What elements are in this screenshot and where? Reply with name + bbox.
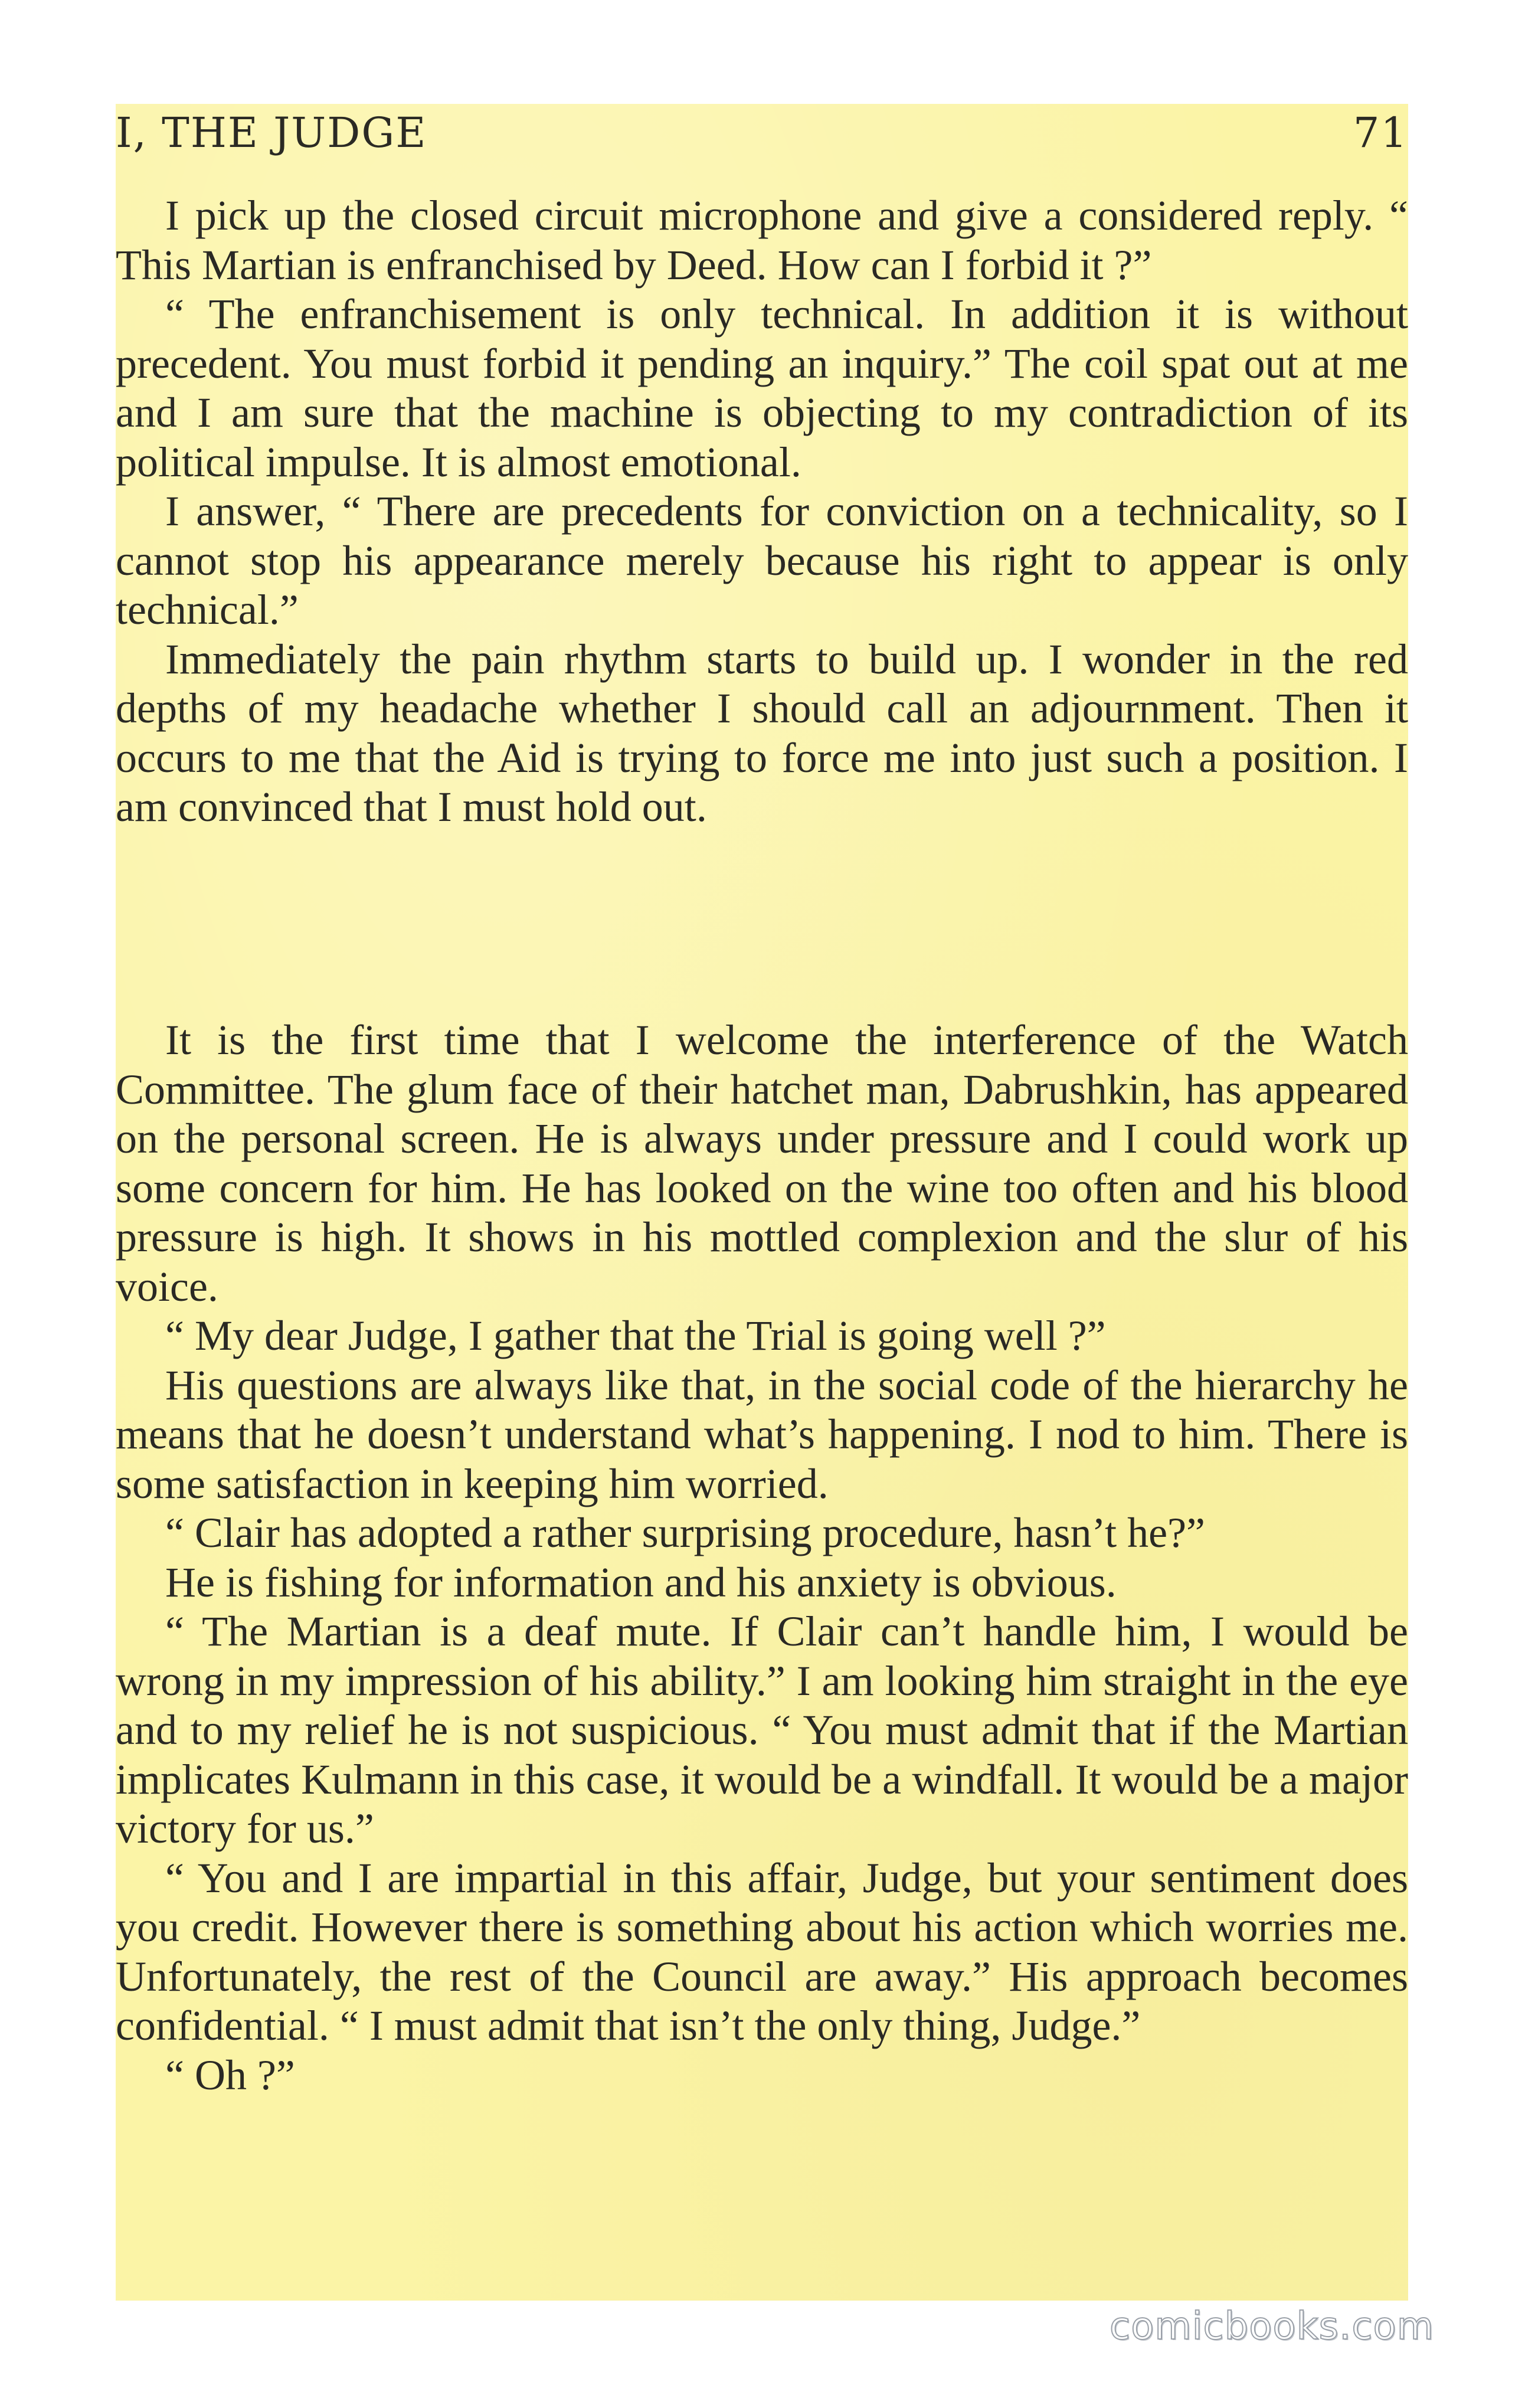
paragraph: “ My dear Judge, I gather that the Trial is going well ?”: [165, 1312, 1106, 1359]
paragraph: “ You and I are impartial in this affair, Judge, but your sentiment does you credit. However there is something about his action which worries me. Unfortunately, the rest of the Council are away.” His approach becomes confidential. “ I must admit that isn’t the only thing, Judge.”: [116, 1854, 1408, 2049]
paragraph: “ The Martian is a deaf mute. If Clair can’t handle him, I would be wrong in my impression of his ability.” I am looking him straight in the eye and to my relief he is not suspicious. “ You must admit that if the Martian implicates Kulmann in this case, it would be a windfall. It would be a major victory for us.”: [116, 1608, 1408, 1852]
page-header: [116, 109, 1408, 162]
text-section-two: [116, 1016, 1408, 2100]
site-watermark: comicbooks.com: [1110, 2305, 1435, 2348]
page-number: 71: [1353, 109, 1408, 157]
paragraph: “ The enfranchisement is only technical. In addition it is without precedent. You must forbid it pending an inquiry.” The coil spat out at me and I am sure that the machine is objecting to my contradiction of its political impulse. It is almost emotional.: [116, 290, 1408, 486]
paragraph: His questions are always like that, in the social code of the hierarchy he means that he doesn’t understand what’s happening. I nod to him. There is some satisfaction in keeping him worried.: [116, 1361, 1408, 1507]
paragraph: Immediately the pain rhythm starts to build up. I wonder in the red depths of my headache whether I should call an adjournment. Then it occurs to me that the Aid is trying to force me into just such a position. I am convinced that I must hold out.: [116, 635, 1408, 830]
paper-page: [116, 104, 1408, 2301]
paragraph: I answer, “ There are precedents for conviction on a technicality, so I cannot stop his appearance merely because his right to appear is only technical.”: [116, 488, 1408, 633]
paragraph: “ Oh ?”: [165, 2051, 295, 2099]
paragraph: It is the first time that I welcome the interference of the Watch Committee. The glum face of their hatchet man, Dabrushkin, has appeared on the personal screen. He is always under pressure and I could work up some concern for him. He has looked on the wine too often and his blood pressure is high. It shows in his mottled complexion and the slur of his voice.: [116, 1016, 1408, 1310]
running-title: I, THE JUDGE: [116, 109, 427, 157]
paragraph: He is fishing for information and his anxiety is obvious.: [165, 1558, 1117, 1606]
text-section-one: [116, 191, 1408, 832]
paragraph: I pick up the closed circuit microphone and give a considered reply. “ This Martian is enfranchised by Deed. How can I forbid it ?”: [116, 192, 1408, 289]
paragraph: “ Clair has adopted a rather surprising procedure, hasn’t he?”: [165, 1509, 1205, 1556]
